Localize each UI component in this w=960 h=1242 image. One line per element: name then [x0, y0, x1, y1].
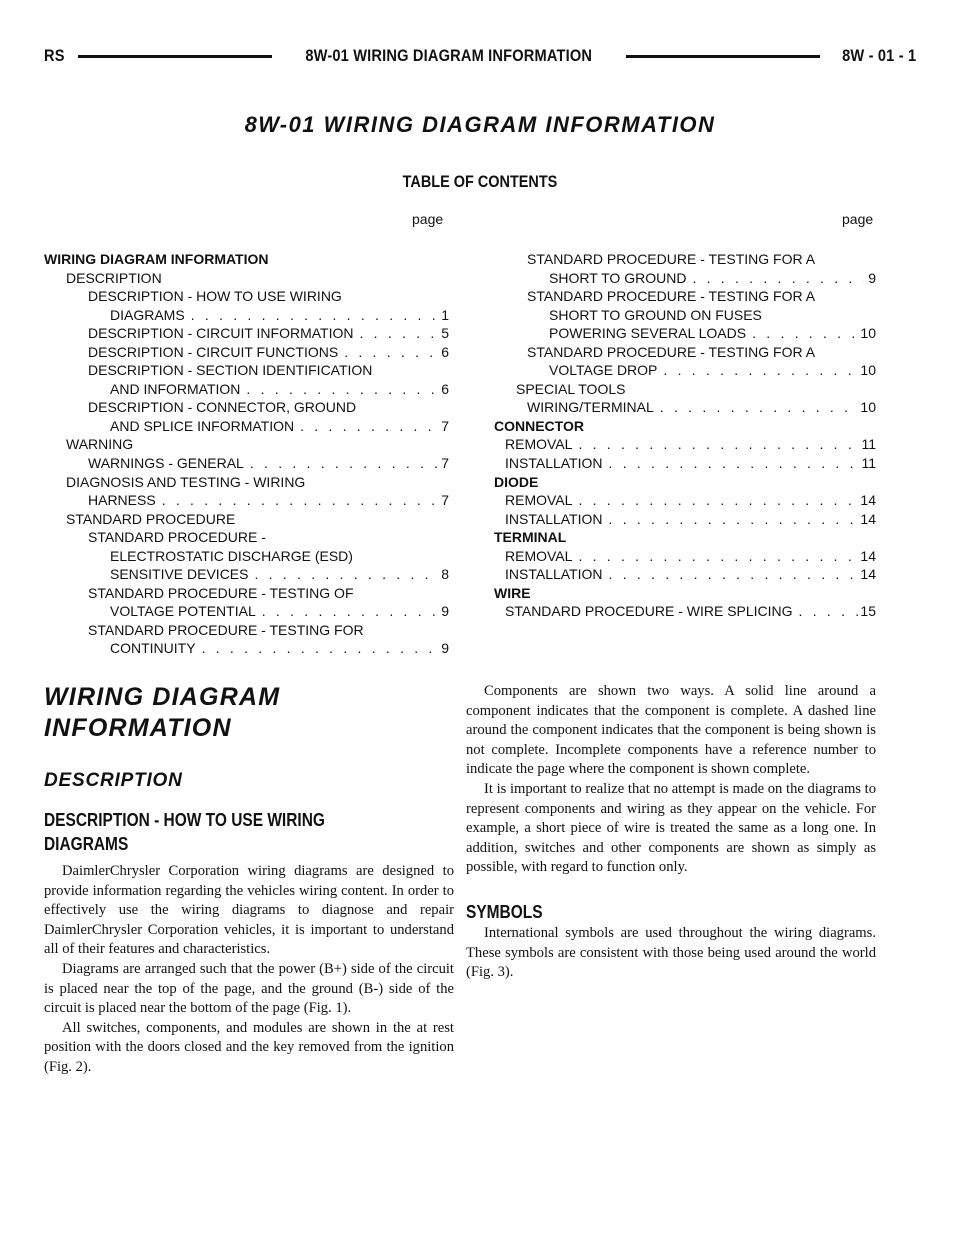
toc-entry-text: REMOVAL: [505, 547, 573, 564]
header-page-number: 8W - 01 - 1: [841, 46, 917, 65]
toc-entry-page: 9: [441, 603, 449, 620]
toc-entry-text: AND SPLICE INFORMATION: [110, 417, 295, 434]
toc-entry: [494, 306, 876, 325]
toc-entry: [44, 417, 449, 436]
toc-entry-text: DIODE: [494, 473, 539, 490]
toc-entry-page: 9: [868, 269, 876, 286]
toc-entry-text: WARNINGS - GENERAL: [88, 455, 244, 472]
toc-entry-text: HARNESS: [88, 492, 156, 509]
toc-entry-page: 14: [860, 566, 876, 583]
toc-entry-text: DESCRIPTION - SECTION IDENTIFICATION: [88, 362, 373, 379]
toc-entry-text: WARNING: [66, 436, 134, 453]
toc-entry-page: 5: [441, 325, 449, 342]
toc-leader-dots: [692, 269, 864, 288]
toc-leader-dots: [202, 639, 437, 658]
toc-entry: [494, 250, 876, 269]
toc-leader-dots: [663, 361, 858, 380]
toc-entry: [44, 361, 449, 380]
toc-entry-text: DIAGNOSIS AND TESTING - WIRING: [66, 473, 306, 490]
toc-leader-dots: [359, 324, 437, 343]
toc-entry: [44, 435, 449, 454]
toc-heading: TABLE OF CONTENTS: [402, 172, 558, 191]
toc-entry-text: WIRING DIAGRAM INFORMATION: [44, 251, 269, 267]
toc-entry: [494, 473, 876, 492]
toc-entry: [494, 435, 876, 454]
toc-entry: [44, 398, 449, 417]
toc-entry: [44, 491, 449, 510]
toc-entry-text: POWERING SEVERAL LOADS: [549, 325, 747, 342]
toc-entry: [494, 269, 876, 288]
toc-entry-text: INSTALLATION: [505, 566, 603, 583]
toc-entry: [44, 473, 449, 492]
toc-leader-dots: [162, 491, 437, 510]
toc-entry: [494, 361, 876, 380]
toc-entry-text: SPECIAL TOOLS: [516, 380, 626, 397]
toc-entry-text: STANDARD PROCEDURE: [66, 510, 236, 527]
toc-leader-dots: [246, 380, 437, 399]
paragraph: Diagrams are arranged such that the power (B+) side of the circuit is placed near the top of the page, and the ground (B-) side of the circuit is placed near the bottom of the page (Fig. 1).: [44, 960, 454, 1017]
document-title: 8W-01 WIRING DIAGRAM INFORMATION: [244, 112, 716, 137]
toc-entry-page: 7: [441, 492, 449, 509]
toc-leader-dots: [752, 324, 858, 343]
paragraph: All switches, components, and modules are shown in the at rest position with the doors closed and the key removed from the ignition (Fig. 2).: [44, 1019, 454, 1075]
paragraph: It is important to realize that no attempt is made on the diagrams to represent components and wiring as they appear on the vehicle. For example, a short piece of wire is treated the same as a long one. In addition, switches and other components are shown as simply as possible, with regard to function only.: [466, 780, 876, 876]
toc-page-label: page: [842, 211, 874, 227]
toc-entry-page: 14: [860, 492, 876, 509]
paragraph: International symbols are used throughout the wiring diagrams. These symbols are consistent with those being used around the world (Fig. 3).: [466, 924, 876, 981]
toc-entry: [44, 250, 449, 269]
body-right-column: [466, 682, 876, 983]
topic-heading: DESCRIPTION - HOW TO USE WIRING DIAGRAMS: [44, 810, 325, 854]
toc-leader-dots: [191, 306, 437, 325]
toc-entry-page: 7: [441, 417, 449, 434]
toc-leader-dots: [250, 454, 437, 473]
toc-entry-page: 10: [860, 399, 876, 416]
toc-entry-text: WIRE: [494, 584, 531, 601]
toc-leader-dots: [300, 417, 437, 436]
toc-entry: [494, 324, 876, 343]
toc-leader-dots: [262, 602, 437, 621]
toc-entry: [494, 398, 876, 417]
body-left-column: [44, 682, 454, 1078]
header-title: 8W-01 WIRING DIAGRAM INFORMATION: [305, 46, 593, 65]
toc-entry: [494, 602, 876, 621]
header-rule: [78, 55, 272, 58]
toc-entry: [44, 584, 449, 603]
toc-entry-page: 15: [860, 603, 876, 620]
toc-entry: [44, 621, 449, 640]
toc-leader-dots: [609, 565, 859, 584]
toc-entry-text: DIAGRAMS: [110, 306, 185, 323]
toc-entry-text: STANDARD PROCEDURE - TESTING FOR A: [527, 343, 816, 360]
toc-entry-text: STANDARD PROCEDURE - TESTING FOR: [88, 621, 364, 638]
toc-leader-dots: [578, 435, 859, 454]
toc-entry-text: DESCRIPTION - CIRCUIT FUNCTIONS: [88, 343, 339, 360]
paragraph: Components are shown two ways. A solid line around a component indicates that the component is complete. A dashed line around the component indicates that the component is being shown is not complete. Incomplete components have a reference number to indicate the page where the component is shown complete.: [466, 683, 876, 778]
toc-entry-page: 7: [441, 455, 449, 472]
toc-entry: [44, 639, 449, 658]
toc-entry-page: 6: [441, 380, 449, 397]
section-title: WIRING DIAGRAM INFORMATION: [44, 683, 281, 742]
topic-heading: SYMBOLS: [466, 901, 543, 922]
toc-entry-text: CONNECTOR: [494, 417, 584, 434]
toc-entry-text: AND INFORMATION: [110, 380, 241, 397]
toc-entry-text: ELECTROSTATIC DISCHARGE (ESD): [110, 547, 353, 564]
toc-leader-dots: [578, 547, 858, 566]
toc-entry-page: 1: [441, 306, 449, 323]
toc-entry: [44, 287, 449, 306]
toc-entry-page: 14: [860, 510, 876, 527]
toc-entry: [494, 510, 876, 529]
toc-entry-text: STANDARD PROCEDURE - TESTING OF: [88, 584, 354, 601]
toc-entry: [44, 528, 449, 547]
toc-page-label: page: [412, 211, 444, 227]
toc-entry-text: DESCRIPTION - HOW TO USE WIRING: [88, 288, 342, 305]
toc-entry-text: REMOVAL: [505, 492, 573, 509]
toc-entry-text: TERMINAL: [494, 529, 567, 546]
toc-entry: [494, 454, 876, 473]
toc-entry-page: 11: [861, 436, 876, 453]
toc-entry: [494, 584, 876, 603]
toc-entry-text: INSTALLATION: [505, 510, 603, 527]
toc-entry-page: 14: [860, 547, 876, 564]
toc-entry-text: DESCRIPTION: [66, 269, 162, 286]
toc-entry: [44, 380, 449, 399]
toc-entry: [44, 454, 449, 473]
toc-entry-page: 9: [441, 640, 449, 657]
toc-entry-page: 11: [861, 455, 876, 472]
toc-entry-text: SHORT TO GROUND: [549, 269, 687, 286]
paragraph: DaimlerChrysler Corporation wiring diagrams are designed to provide information regarding the vehicles wiring content. In order to effectively use the wiring diagrams to diagnose and repair DaimlerChrysler Corporation vehicles, it is important to understand all of their features and characteristics.: [44, 863, 454, 958]
toc-leader-dots: [660, 398, 859, 417]
toc-entry: [494, 417, 876, 436]
toc-entry-text: STANDARD PROCEDURE -: [88, 529, 266, 546]
toc-entry: [44, 510, 449, 529]
running-header: [44, 44, 916, 68]
toc-entry: [494, 565, 876, 584]
header-rule: [626, 55, 820, 58]
toc-entry: [494, 491, 876, 510]
toc-entry-text: DESCRIPTION - CONNECTOR, GROUND: [88, 399, 357, 416]
toc-leader-dots: [609, 510, 859, 529]
toc-entry: [44, 324, 449, 343]
toc-entry-text: VOLTAGE POTENTIAL: [110, 603, 256, 620]
toc-left-column: [44, 250, 449, 658]
toc-entry: [44, 565, 449, 584]
toc-entry: [494, 343, 876, 362]
toc-entry-text: STANDARD PROCEDURE - TESTING FOR A: [527, 251, 816, 267]
toc-leader-dots: [254, 565, 437, 584]
toc-entry: [494, 380, 876, 399]
toc-entry-text: CONTINUITY: [110, 640, 196, 657]
toc-entry-text: STANDARD PROCEDURE - TESTING FOR A: [527, 288, 816, 305]
toc-entry-page: 10: [860, 325, 876, 342]
toc-leader-dots: [799, 602, 859, 621]
toc-leader-dots: [344, 343, 437, 362]
toc-entry-text: VOLTAGE DROP: [549, 362, 658, 379]
toc-entry: [44, 269, 449, 288]
toc-entry-page: 10: [860, 362, 876, 379]
toc-entry-text: STANDARD PROCEDURE - WIRE SPLICING: [505, 603, 793, 620]
subsection-title: DESCRIPTION: [44, 770, 183, 791]
toc-entry-text: DESCRIPTION - CIRCUIT INFORMATION: [88, 325, 354, 342]
toc-entry-text: SENSITIVE DEVICES: [110, 566, 249, 583]
toc-entry-text: SHORT TO GROUND ON FUSES: [549, 306, 762, 323]
toc-right-column: [494, 250, 876, 621]
toc-entry: [494, 547, 876, 566]
toc-entry-page: 8: [441, 566, 449, 583]
toc-entry: [44, 547, 449, 566]
toc-entry: [494, 287, 876, 306]
header-section-code: RS: [44, 46, 65, 65]
toc-entry-text: REMOVAL: [505, 436, 573, 453]
toc-entry-text: WIRING/TERMINAL: [527, 399, 654, 416]
toc-leader-dots: [578, 491, 858, 510]
toc-entry-text: INSTALLATION: [505, 455, 603, 472]
toc-entry-page: 6: [441, 343, 449, 360]
toc-entry: [494, 528, 876, 547]
toc-entry: [44, 343, 449, 362]
toc-entry: [44, 602, 449, 621]
toc-leader-dots: [609, 454, 860, 473]
toc-entry: [44, 306, 449, 325]
